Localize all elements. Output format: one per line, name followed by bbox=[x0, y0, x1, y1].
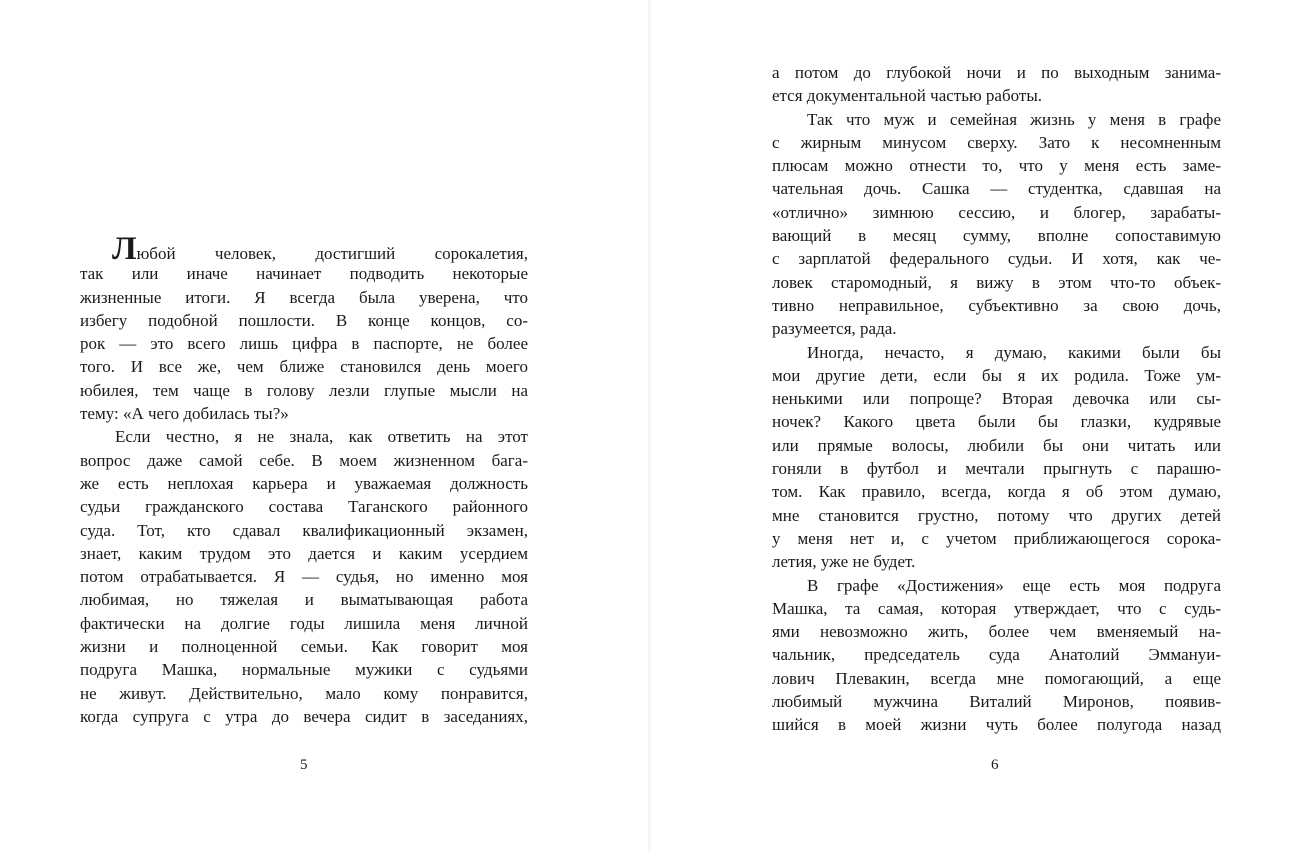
right-line: или прямые волосы, любили бы они читать или bbox=[772, 435, 1221, 455]
right-line: гоняли в футбол и мечтали прыгнуть с парашю- bbox=[772, 459, 1221, 479]
left-line: рок — это всего лишь цифра в паспорте, не более bbox=[80, 334, 528, 354]
right-line: с жирным минусом сверху. Зато к несомненным bbox=[772, 132, 1221, 152]
left-line: вопрос даже самой себе. В моем жизненном бага- bbox=[80, 450, 528, 470]
left-line: подруга Машка, нормальные мужики с судьями bbox=[80, 660, 528, 680]
left-line: потом отрабатывается. Я — судья, но именно моя bbox=[80, 567, 528, 587]
right-line: лович Плевакин, всегда мне помогающий, а еще bbox=[772, 668, 1221, 688]
left-line: судьи гражданского состава Таганского районного bbox=[80, 497, 528, 517]
left-line: не живут. Действительно, мало кому понравится, bbox=[80, 683, 528, 703]
left-line: суда. Тот, кто сдавал квалификационный экзамен, bbox=[80, 520, 528, 540]
right-page-text bbox=[772, 61, 1221, 737]
left-line-1 bbox=[80, 231, 528, 267]
right-line: с зарплатой федерального судьи. И хотя, как че- bbox=[772, 249, 1221, 269]
left-line: жизни и полноценной семьи. Как говорит моя bbox=[80, 637, 528, 657]
right-line: ненькими или попроще? Вторая девочка или сы- bbox=[772, 389, 1221, 409]
right-line: мои другие дети, если бы я их родила. Тоже ум- bbox=[772, 365, 1221, 385]
page-number-left: 5 bbox=[300, 757, 308, 773]
right-line: Так что муж и семейная жизнь у меня в графе bbox=[807, 109, 1221, 129]
left-line: любимая, но тяжелая и выматывающая работа bbox=[80, 590, 528, 610]
right-line: Иногда, нечасто, я думаю, какими были бы bbox=[807, 342, 1221, 362]
right-line: а потом до глубокой ночи и по выходным занима- bbox=[772, 63, 1221, 82]
left-line: жизненные итоги. Я всегда была уверена, что bbox=[80, 287, 528, 307]
right-line: ями невозможно жить, более чем вменяемый на- bbox=[772, 622, 1221, 642]
left-line: тему: «А чего добилась ты?» bbox=[80, 404, 289, 424]
right-line: мне становится грустно, потому что других детей bbox=[772, 505, 1221, 525]
left-line: так или иначе начинает подводить некоторые bbox=[80, 264, 528, 284]
right-line: ловек старомодный, я вижу в этом что-то объек- bbox=[772, 272, 1221, 292]
right-line: шийся в моей жизни чуть более полугода назад bbox=[772, 715, 1221, 735]
right-line: летия, уже не будет. bbox=[772, 552, 916, 572]
right-line: чальник, председатель суда Анатолий Эммануи- bbox=[772, 645, 1221, 665]
right-line: любимый мужчина Виталий Миронов, появив- bbox=[772, 692, 1221, 712]
right-line: тивно неправильное, субъективно за свою дочь, bbox=[772, 295, 1221, 315]
right-line: Машка, та самая, которая утверждает, что с судь- bbox=[772, 598, 1221, 618]
right-line: вающий в месяц сумму, вполне сопоставимую bbox=[772, 226, 1221, 246]
right-line: чательная дочь. Сашка — студентка, сдавшая на bbox=[772, 179, 1221, 199]
right-line: разумеется, рада. bbox=[772, 319, 897, 339]
left-line: фактически на долгие годы лишила меня личной bbox=[80, 613, 528, 633]
left-line: того. И все же, чем ближе становился день моего bbox=[80, 357, 528, 377]
left-line: Если честно, я не знала, как ответить на этот bbox=[115, 427, 528, 447]
drop-cap: Л bbox=[112, 231, 137, 267]
book-gutter bbox=[648, 0, 651, 851]
right-line: плюсам можно отнести то, что у меня есть заме- bbox=[772, 156, 1221, 176]
left-first-line-rest: юбой человек, достигший сорокалетия, bbox=[136, 244, 528, 263]
left-line: же есть неплохая карьера и уважаемая должность bbox=[80, 473, 528, 493]
page-number-right: 6 bbox=[991, 757, 999, 773]
right-line: у меня нет и, с учетом приближающегося сорока- bbox=[772, 528, 1221, 548]
right-line: «отлично» зимнюю сессию, и блогер, зарабаты- bbox=[772, 202, 1221, 222]
right-line: В графе «Достижения» еще есть моя подруга bbox=[807, 575, 1221, 595]
left-line: когда супруга с утра до вечера сидит в заседаниях, bbox=[80, 706, 528, 726]
right-line: том. Как правило, всегда, когда я об этом думаю, bbox=[772, 482, 1221, 502]
left-line: избегу подобной пошлости. В конце концов, со- bbox=[80, 310, 528, 330]
left-line: знает, каким трудом это дается и каким усердием bbox=[80, 543, 528, 563]
left-page-text bbox=[80, 231, 528, 728]
right-line: ется документальной частью работы. bbox=[772, 86, 1042, 106]
right-line: ночек? Какого цвета были бы глазки, кудрявые bbox=[772, 412, 1221, 432]
left-line: юбилея, тем чаще в голову лезли глупые мысли на bbox=[80, 380, 528, 400]
